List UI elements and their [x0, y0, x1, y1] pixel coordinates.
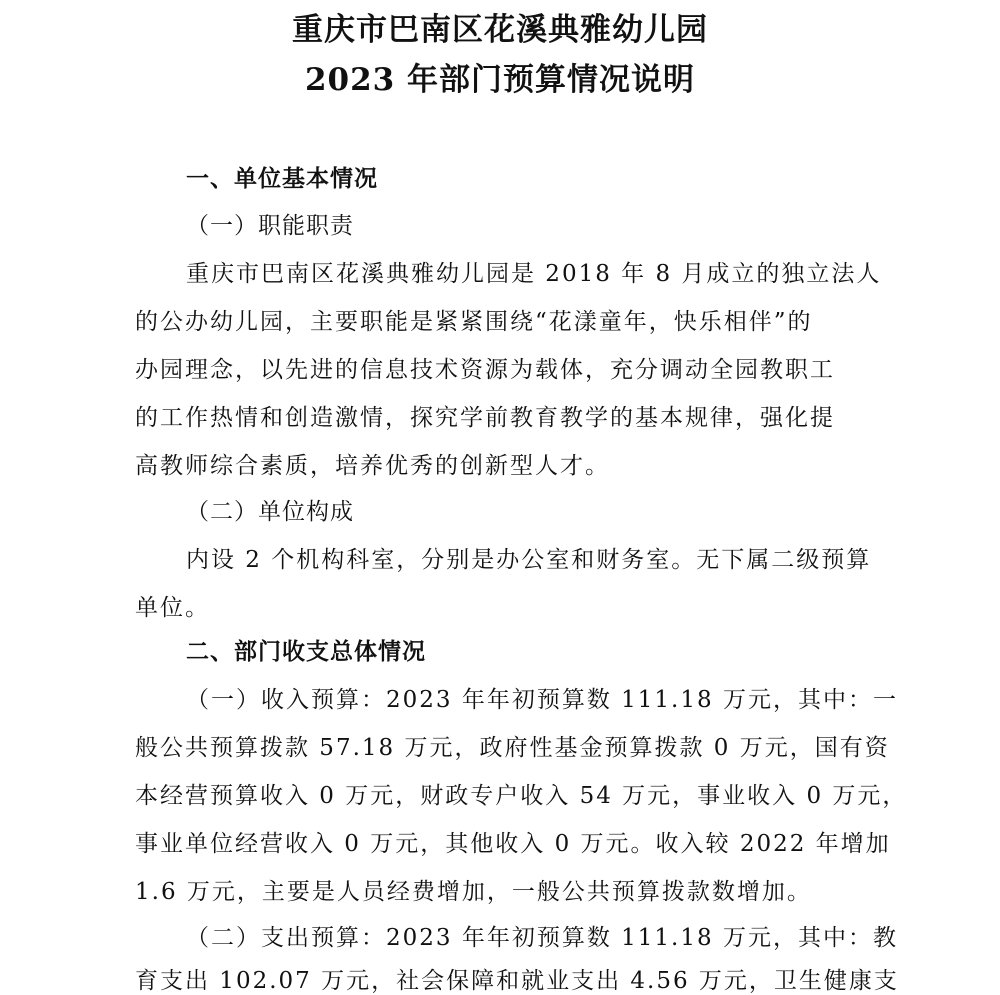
subsection-structure-heading: （二）单位构成	[186, 499, 354, 525]
duties-paragraph-line: 重庆市巴南区花溪典雅幼儿园是 2018 年 8 月成立的独立法人	[186, 261, 882, 287]
section1-heading: 一、单位基本情况	[186, 166, 378, 192]
income-paragraph-line: 1.6 万元，主要是人员经费增加，一般公共预算拨款数增加。	[135, 879, 812, 905]
subsection-duties-heading: （一）职能职责	[186, 213, 354, 239]
expense-paragraph-line: 育支出 102.07 万元，社会保障和就业支出 4.56 万元，卫生健康支	[135, 968, 899, 994]
document-title-line2: 2023 年部门预算情况说明	[304, 62, 696, 98]
income-paragraph-line: 本经营预算收入 0 万元，财政专户收入 54 万元，事业收入 0 万元，	[135, 783, 908, 809]
section2-heading: 二、部门收支总体情况	[186, 639, 426, 665]
duties-paragraph-line: 办园理念，以先进的信息技术资源为载体，充分调动全园教职工	[135, 357, 835, 383]
structure-paragraph-line: 单位。	[135, 595, 210, 621]
duties-paragraph-line: 的工作热情和创造激情，探究学前教育教学的基本规律，强化提	[135, 405, 835, 431]
document-title-line1: 重庆市巴南区花溪典雅幼儿园	[292, 12, 708, 48]
duties-paragraph-line: 高教师综合素质，培养优秀的创新型人才。	[135, 453, 610, 479]
income-paragraph-line: 般公共预算拨款 57.18 万元，政府性基金预算拨款 0 万元，国有资	[135, 735, 890, 761]
structure-paragraph-line: 内设 2 个机构科室，分别是办公室和财务室。无下属二级预算	[186, 547, 872, 573]
duties-paragraph-line: 的公办幼儿园，主要职能是紧紧围绕“花漾童年，快乐相伴”的	[135, 309, 813, 335]
income-paragraph-line: （一）收入预算：2023 年年初预算数 111.18 万元，其中：一	[186, 687, 898, 713]
expense-paragraph-line: （二）支出预算：2023 年年初预算数 111.18 万元，其中：教	[186, 925, 898, 951]
income-paragraph-line: 事业单位经营收入 0 万元，其他收入 0 万元。收入较 2022 年增加	[135, 831, 891, 857]
